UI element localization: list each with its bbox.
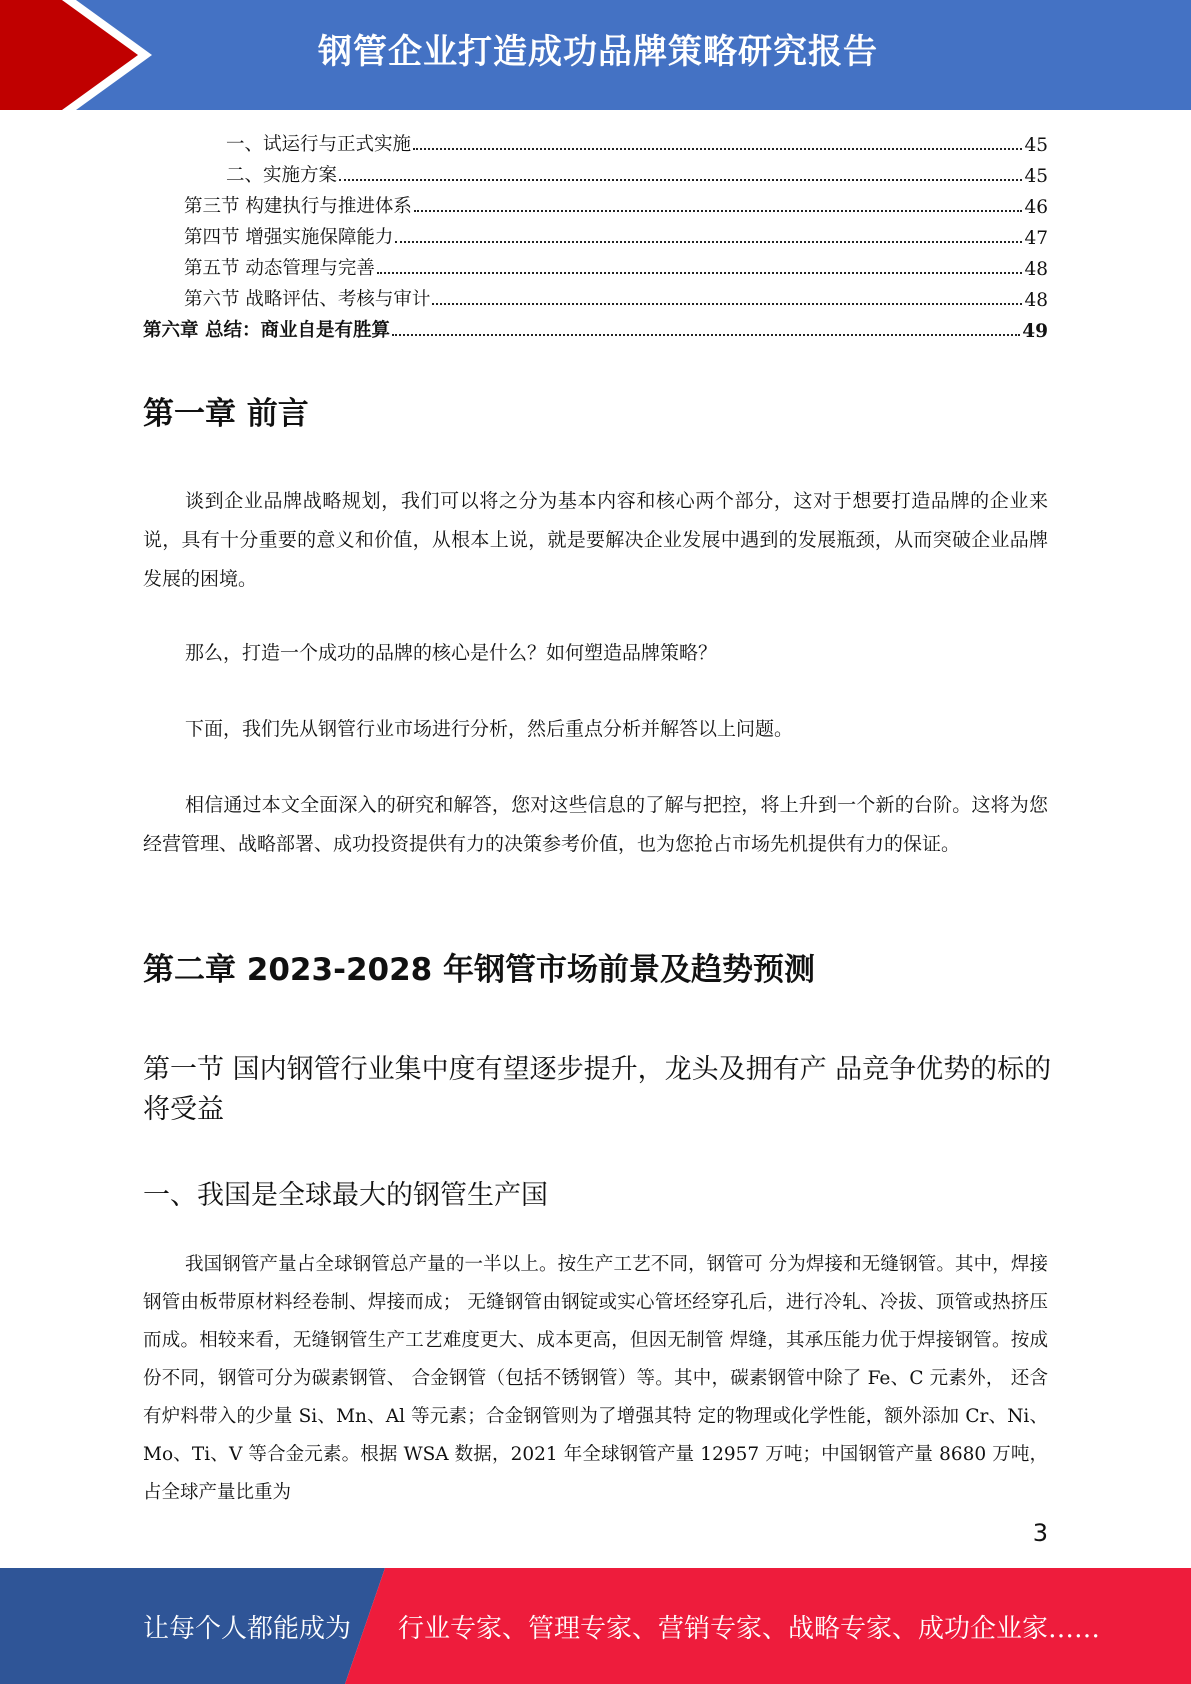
paragraph: 谈到企业品牌战略规划，我们可以将之分为基本内容和核心两个部分，这对于想要打造品牌的企业来说，具有十分重要的意义和价值，从根本上说，就是要解决企业发展中遇到的发展瓶颈，从而突破企业品牌发展的困境。 xyxy=(143,490,1048,590)
toc-entry[interactable] xyxy=(143,221,1048,249)
toc-entry[interactable] xyxy=(143,159,1048,187)
toc-entry-label: 第六节 战略评估、考核与审计 xyxy=(184,289,431,310)
paragraph: 相信通过本文全面深入的研究和解答，您对这些信息的了解与把控，将上升到一个新的台阶。这将为您经营管理、战略部署、成功投资提供有力的决策参考价值，也为您抢占市场先机提供有力的保证。 xyxy=(143,794,1048,855)
toc-entry-page: 49 xyxy=(1022,321,1048,342)
footer-slogan-right: 行业专家、管理专家、营销专家、战略专家、成功企业家…… xyxy=(398,1614,1101,1644)
toc-leader-dots xyxy=(395,241,1022,243)
paragraph: 我国钢管产量占全球钢管总产量的一半以上。按生产工艺不同，钢管可 分为焊接和无缝钢管。其中，焊接钢管由板带原材料经卷制、焊接而成； 无缝钢管由钢锭或实心管坯经穿孔后，进行冷轧、冷拔、顶管或热挤压 而成。相较来看，无缝钢管生产工艺难度更大、成本更高，但因无制管 焊缝，其承压能力优于焊接钢管。按成份不同，钢管可分为碳素钢管、 合金钢管（包括不锈钢管）等。其中，碳素钢管中除了 Fe、C 元素外， 还含有炉料带入的少量 Si、Mn、Al 等元素；合金钢管则为了增强其特 定的物理或化学性能，额外添加 Cr、Ni、Mo、Ti、V 等合金元素。根据 WSA 数据，2021 年全球钢管产量 12957 万吨；中国钢管产量 8680 万吨， 占全球产量比重为 xyxy=(143,1254,1048,1503)
toc-entry-label: 二、实施方案 xyxy=(226,165,338,186)
toc-entry-page: 48 xyxy=(1024,290,1048,311)
toc-entry-label: 第三节 构建执行与推进体系 xyxy=(184,196,412,217)
toc-leader-dots xyxy=(392,334,1020,336)
paragraph: 下面，我们先从钢管行业市场进行分析，然后重点分析并解答以上问题。 xyxy=(185,718,794,740)
toc-leader-dots xyxy=(377,272,1023,274)
toc-entry[interactable] xyxy=(143,314,1048,342)
toc-entry-page: 45 xyxy=(1024,135,1048,156)
paragraph: 那么，打造一个成功的品牌的核心是什么？如何塑造品牌策略？ xyxy=(185,642,718,664)
section-title: 第一节 国内钢管行业集中度有望逐步提升，龙头及拥有产 品竞争优势的标的将受益 xyxy=(143,1054,1052,1125)
toc-entry-page: 47 xyxy=(1024,228,1048,249)
toc-entry[interactable] xyxy=(143,252,1048,280)
toc-entry-label: 一、试运行与正式实施 xyxy=(226,134,412,155)
footer-slogan-left: 让每个人都能成为 xyxy=(143,1614,352,1644)
toc-leader-dots xyxy=(432,303,1022,305)
toc-entry-label: 第六章 总结：商业自是有胜算 xyxy=(143,320,390,341)
chapter-2-title: 第二章 2023-2028 年钢管市场前景及趋势预测 xyxy=(143,952,816,988)
toc-entry-label: 第五节 动态管理与完善 xyxy=(184,258,375,279)
toc-leader-dots xyxy=(414,210,1023,212)
toc-entry-label: 第四节 增强实施保障能力 xyxy=(184,227,394,248)
toc-entry[interactable] xyxy=(143,283,1048,311)
page-header xyxy=(0,0,1191,110)
toc-leader-dots xyxy=(339,179,1022,181)
toc-entry-page: 45 xyxy=(1024,166,1048,187)
chapter-1-title: 第一章 前言 xyxy=(143,396,309,432)
page-number: 3 xyxy=(1032,1519,1048,1547)
header-title: 钢管企业打造成功品牌策略研究报告 xyxy=(318,32,878,72)
page-footer xyxy=(0,1568,1191,1684)
toc-entry-page: 46 xyxy=(1024,197,1048,218)
toc-entry-page: 48 xyxy=(1024,259,1048,280)
header-arrow-decoration xyxy=(0,0,160,110)
subsection-title: 一、我国是全球最大的钢管生产国 xyxy=(143,1180,548,1211)
toc-entry[interactable] xyxy=(143,128,1048,156)
toc-entry[interactable] xyxy=(143,190,1048,218)
toc-leader-dots xyxy=(413,148,1022,150)
